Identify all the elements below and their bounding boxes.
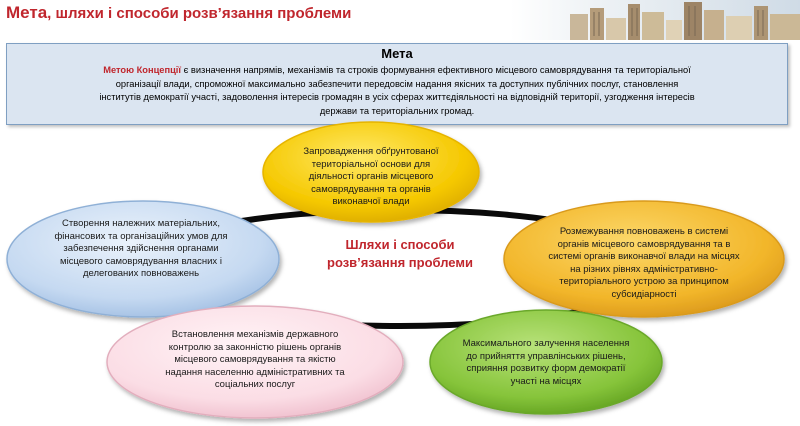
goal-body: є визначення напрямів, механізмів та строків формування ефективного місцевого самоврядування та територіальної організації влади, спроможної максимально забезпечити передовсім надання якісних та доступних публічних послуг, становлення інститутів демократії участі, задоволення інтересів громадян в усіх сферах життєдіяльності на відповідній території, узгодження інтересів держави та територіальних громад. (99, 65, 695, 116)
goal-heading: Мета (381, 46, 413, 61)
center-label (310, 236, 490, 272)
node-right-text: Розмежування повноважень в системі органів місцевого самоврядування та в системі органів виконавчої влади на місцях на різних рівнях адміністративно-територіального устрою за принципом субсидіарності (548, 226, 740, 300)
title-main: Мета (6, 3, 48, 22)
node-top-text: Запровадження обґрунтованої територіальної основи для діяльності органів місцевого самоврядування та органів виконавчої влади (303, 146, 439, 207)
node-bottom-left-text: Встановлення механізмів державного контролю за законністю рішень органів місцевого самоврядування та якістю надання населенню адміністративних та соціальних послуг (165, 329, 345, 390)
node-left-text: Створення належних матеріальних, фінансових та організаційних умов для забезпечення здійснення органами місцевого самоврядування власних і делегованих повноважень (54, 218, 228, 279)
center-label-line2: розв’язання проблеми (327, 255, 473, 270)
title-rest: , шляхи і способи розв’язання проблеми (47, 5, 352, 22)
goal-lead: Метою Концепції (103, 65, 182, 75)
center-label-line1: Шляхи і способи (345, 237, 455, 252)
node-bottom-right-text: Максимального залучення населення до прийняття управлінських рішень, сприяння розвитку форм демократії участі на місцях (462, 338, 630, 387)
